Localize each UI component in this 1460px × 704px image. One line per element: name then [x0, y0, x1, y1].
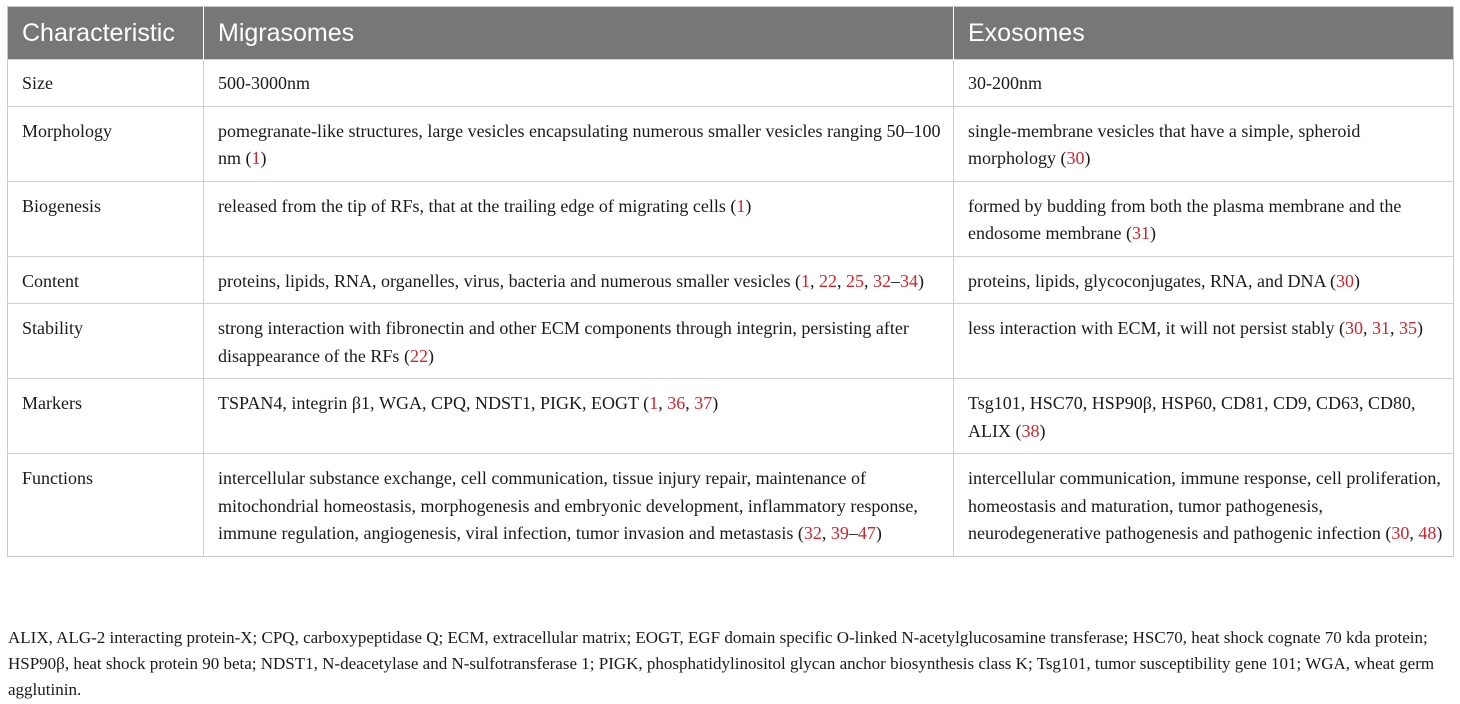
cell-text: ) — [875, 523, 882, 543]
header-characteristic: Characteristic — [8, 7, 204, 60]
exosomes-cell — [954, 304, 1454, 379]
cell-text: ) — [1353, 270, 1360, 291]
reference-link[interactable]: 1 — [736, 195, 746, 216]
migrasomes-cell — [204, 60, 954, 107]
reference-link[interactable]: 30 — [1344, 318, 1363, 338]
cell-text: , — [821, 523, 831, 543]
cell-text: , — [1362, 318, 1372, 338]
migrasomes-cell — [204, 256, 954, 304]
cell-text: ) — [1436, 523, 1443, 543]
table-row — [8, 454, 1454, 557]
row-label: Content — [8, 256, 204, 304]
cell-text: intercellular communication, immune response, cell proliferation, homeostasis and maturation, tumor pathogenesis, neurodegenerative pathogenesis and pathogenic infection ( — [968, 468, 1441, 543]
migrasomes-cell — [204, 304, 954, 379]
cell-text: ) — [918, 270, 925, 291]
reference-link[interactable]: 22 — [819, 270, 838, 291]
table-row — [8, 256, 1454, 304]
reference-link[interactable]: 31 — [1371, 318, 1390, 338]
table-footnote: ALIX, ALG-2 interacting protein-X; CPQ, carboxypeptidase Q; ECM, extracellular matrix; EOGT, EGF domain specific O-linked N-acetylglucosamine transferase; HSC70, heat shock cognate 70 kda protein; HSP90β, heat shock protein 90 beta; NDST1, N-deacetylase and N-sulfotransferase 1; PIGK, phosphatidylinositol glycan anchor biosynthesis class K; Tsg101, tumor susceptibility gene 101; WGA, wheat germ agglutinin. — [8, 628, 1435, 699]
reference-link[interactable]: 31 — [1131, 223, 1150, 243]
exosomes-cell — [954, 379, 1454, 454]
migrasomes-cell — [204, 181, 954, 256]
migrasomes-cell — [204, 454, 954, 557]
cell-text: strong interaction with fibronectin and other ECM components through integrin, persisting after disappearance of the RFs ( — [218, 318, 909, 366]
row-label: Size — [8, 60, 204, 107]
reference-link[interactable]: 35 — [1398, 318, 1417, 338]
cell-text: formed by budding from both the plasma membrane and the endosome membrane ( — [968, 195, 1402, 243]
comparison-table — [7, 6, 1454, 557]
table-row — [8, 304, 1454, 379]
reference-link[interactable]: 32 — [803, 523, 822, 543]
reference-link[interactable]: 32 — [873, 270, 892, 291]
cell-text: , — [837, 270, 847, 291]
reference-link[interactable]: 30 — [1335, 270, 1354, 291]
cell-text: TSPAN4, integrin β1, WGA, CPQ, NDST1, PIGK, EOGT ( — [218, 393, 650, 413]
reference-link[interactable]: 48 — [1418, 523, 1437, 543]
exosomes-cell — [954, 60, 1454, 107]
cell-text: ) — [745, 195, 752, 216]
cell-text: , — [1389, 318, 1399, 338]
table-header — [8, 7, 1454, 60]
reference-link[interactable]: 47 — [857, 523, 876, 543]
cell-text: ) — [712, 393, 719, 413]
row-label: Stability — [8, 304, 204, 379]
cell-text: ) — [1039, 420, 1046, 441]
row-label: Morphology — [8, 106, 204, 181]
cell-text: ) — [260, 148, 267, 168]
cell-text: released from the tip of RFs, that at the trailing edge of migrating cells ( — [218, 195, 737, 216]
cell-text: , — [685, 393, 695, 413]
migrasomes-cell — [204, 106, 954, 181]
reference-link[interactable]: 25 — [846, 270, 865, 291]
exosomes-cell — [954, 256, 1454, 304]
table-row — [8, 379, 1454, 454]
reference-link[interactable]: 34 — [900, 270, 919, 291]
cell-text: Tsg101, HSC70, HSP90β, HSP60, CD81, CD9, CD63, CD80, ALIX ( — [968, 393, 1416, 441]
header-migrasomes: Migrasomes — [204, 7, 954, 60]
reference-link[interactable]: 39 — [830, 523, 849, 543]
cell-text: less interaction with ECM, it will not persist stably ( — [968, 318, 1345, 338]
cell-text: 500-3000nm — [218, 73, 310, 93]
table-row — [8, 60, 1454, 107]
cell-text: , — [810, 270, 820, 291]
cell-text: , — [658, 393, 668, 413]
row-label: Biogenesis — [8, 181, 204, 256]
cell-text: 30-200nm — [968, 73, 1042, 93]
reference-link[interactable]: 30 — [1391, 523, 1410, 543]
cell-text: , — [1409, 523, 1419, 543]
cell-text: proteins, lipids, glycoconjugates, RNA, and DNA ( — [968, 270, 1336, 291]
header-row — [8, 7, 1454, 60]
row-label: Markers — [8, 379, 204, 454]
cell-text: proteins, lipids, RNA, organelles, virus, bacteria and numerous smaller vesicles ( — [218, 270, 802, 291]
exosomes-cell — [954, 454, 1454, 557]
reference-link[interactable]: 30 — [1066, 148, 1085, 168]
reference-link[interactable]: 1 — [649, 393, 659, 413]
table-body — [8, 60, 1454, 557]
cell-text: – — [848, 523, 858, 543]
exosomes-cell — [954, 181, 1454, 256]
reference-link[interactable]: 36 — [667, 393, 686, 413]
cell-text: , — [864, 270, 874, 291]
migrasomes-cell — [204, 379, 954, 454]
cell-text: – — [891, 270, 901, 291]
cell-text: ) — [1084, 148, 1091, 168]
exosomes-cell — [954, 106, 1454, 181]
reference-link[interactable]: 1 — [801, 270, 811, 291]
cell-text: intercellular substance exchange, cell communication, tissue injury repair, maintenance of mitochondrial homeostasis, morphogenesis and embryonic development, inflammatory response, immune regulation, angiogenesis, viral infection, tumor invasion and metastasis ( — [218, 468, 918, 543]
reference-link[interactable]: 1 — [251, 148, 261, 168]
reference-link[interactable]: 38 — [1021, 420, 1040, 441]
cell-text: ) — [1416, 318, 1423, 338]
cell-text: ) — [1149, 223, 1156, 243]
cell-text: ) — [427, 345, 434, 366]
reference-link[interactable]: 37 — [694, 393, 713, 413]
table-row — [8, 106, 1454, 181]
cell-text: single-membrane vesicles that have a simple, spheroid morphology ( — [968, 120, 1361, 168]
header-exosomes: Exosomes — [954, 7, 1454, 60]
table-row — [8, 181, 1454, 256]
reference-link[interactable]: 22 — [409, 345, 428, 366]
cell-text: pomegranate-like structures, large vesicles encapsulating numerous smaller vesicles ranging 50–100 nm ( — [218, 120, 941, 168]
row-label: Functions — [8, 454, 204, 557]
